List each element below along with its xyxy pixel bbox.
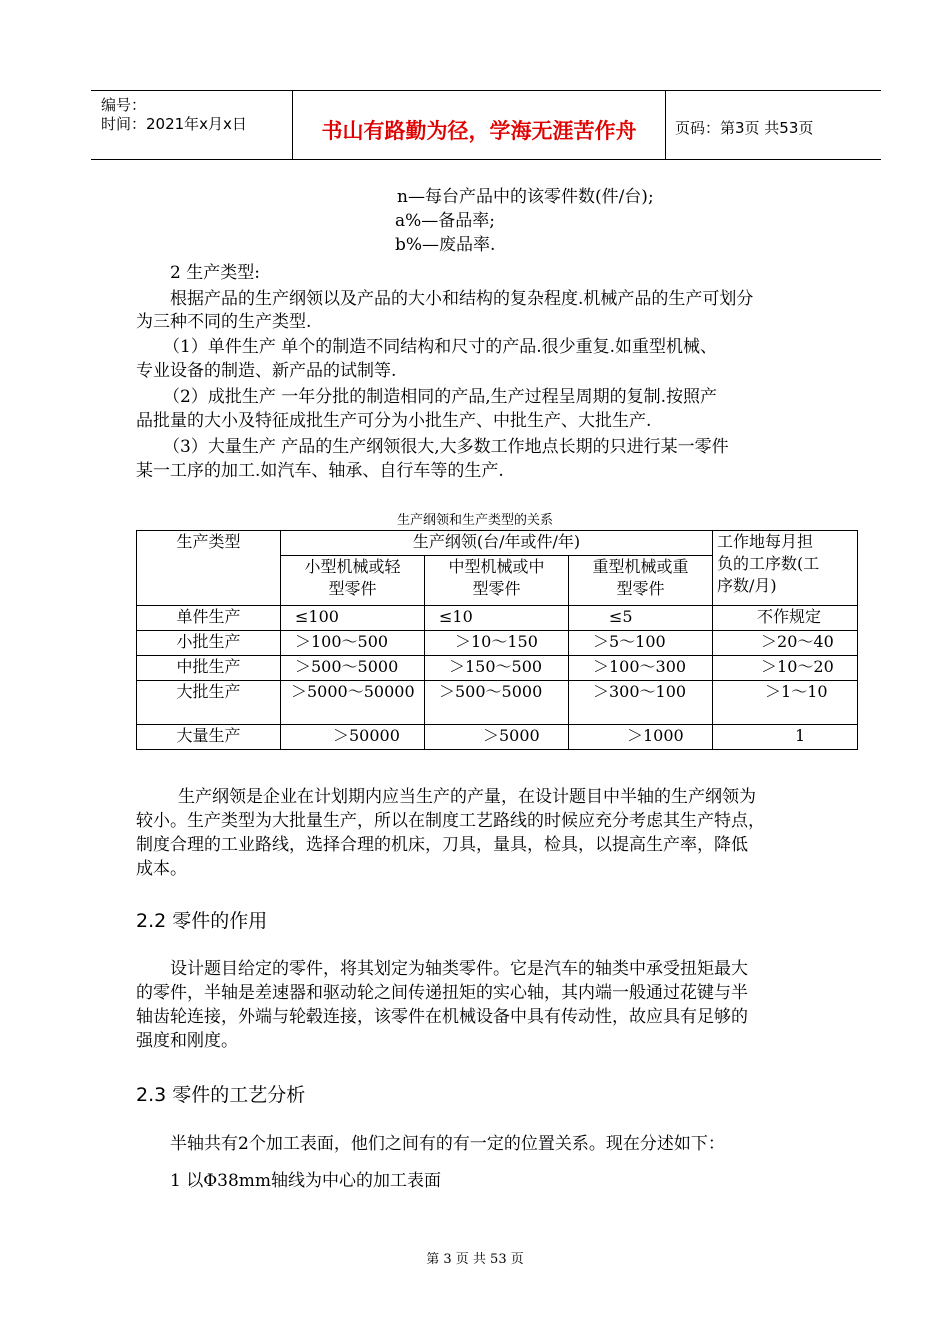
time-label: 时间：2021年x月x日 xyxy=(101,115,247,133)
cell-type: 单件生产 xyxy=(137,606,281,631)
body-line: 半轴共有2个加工表面，他们之间有的有一定的位置关系。现在分述如下： xyxy=(170,1134,725,1154)
body-line: 某一工序的加工.如汽车、轴承、自行车等的生产. xyxy=(136,461,504,481)
body-line: 为三种不同的生产类型. xyxy=(136,312,312,332)
body-line: 设计题目给定的零件，将其划定为轴类零件。它是汽车的轴类中承受扭矩最大 xyxy=(170,959,748,979)
cell-small: ＞5000～50000 xyxy=(281,681,425,725)
section-2-2-title: 2.2 零件的作用 xyxy=(136,910,268,932)
page-label: 页码：第3页 共53页 xyxy=(675,119,814,137)
table-row xyxy=(137,656,858,681)
col-header-type: 生产类型 xyxy=(137,531,281,606)
body-line: 成本。 xyxy=(136,859,187,879)
def-a: a%—备品率; xyxy=(395,211,496,231)
header-line: 小型机械或轻 xyxy=(304,557,401,576)
cell-heavy: ＞100～300 xyxy=(569,656,713,681)
cell-medium: ≤10 xyxy=(425,606,569,631)
cell-medium: ＞150～500 xyxy=(425,656,569,681)
header-line: 型零件 xyxy=(616,579,665,598)
table-caption: 生产纲领和生产类型的关系 xyxy=(396,513,553,528)
section-2-3-title: 2.3 零件的工艺分析 xyxy=(136,1084,306,1106)
header-line: 序数/月) xyxy=(717,576,777,595)
section-2-title: 2 生产类型: xyxy=(170,263,260,283)
number-label: 编号： xyxy=(101,96,147,114)
body-line: 制度合理的工业路线，选择合理的机床，刀具，量具，检具，以提高生产率，降低 xyxy=(136,835,748,855)
cell-type: 中批生产 xyxy=(137,656,281,681)
body-line: 生产纲领是企业在计划期内应当生产的产量，在设计题目中半轴的生产纲领为 xyxy=(178,787,756,807)
table-row xyxy=(137,725,858,750)
cell-ops: 不作规定 xyxy=(713,606,858,631)
body-line: 根据产品的生产纲领以及产品的大小和结构的复杂程度.机械产品的生产可划分 xyxy=(170,289,754,309)
cell-heavy: ＞300～100 xyxy=(569,681,713,725)
header-motto: 书山有路勤为径，学海无涯苦作舟 xyxy=(321,119,637,143)
table-row xyxy=(137,631,858,656)
cell-medium: ＞10～150 xyxy=(425,631,569,656)
cell-heavy: ＞1000 xyxy=(569,725,713,750)
header-line: 型零件 xyxy=(472,579,521,598)
header-line: 工作地每月担 xyxy=(717,532,814,551)
cell-ops: ＞10～20 xyxy=(713,656,858,681)
cell-type: 大批生产 xyxy=(137,681,281,725)
header-divider xyxy=(665,91,666,159)
body-line: （3）大量生产 产品的生产纲领很大,大多数工作地点长期的只进行某一零件 xyxy=(163,437,729,457)
def-b: b%—废品率. xyxy=(395,235,496,255)
header-line: 重型机械或重 xyxy=(592,557,689,576)
header-line: 型零件 xyxy=(328,579,377,598)
def-n: n—每台产品中的该零件数(件/台); xyxy=(397,187,654,207)
page-header xyxy=(91,90,881,160)
body-line: 1 以Φ38mm轴线为中心的加工表面 xyxy=(170,1171,442,1191)
body-line: 强度和刚度。 xyxy=(136,1031,238,1051)
body-line: 轴齿轮连接，外端与轮毂连接，该零件在机械设备中具有传动性，故应具有足够的 xyxy=(136,1007,748,1027)
body-line: 较小。生产类型为大批量生产，所以在制度工艺路线的时候应充分考虑其生产特点， xyxy=(136,811,765,831)
header-line: 负的工序数(工 xyxy=(717,554,820,573)
col-header-heavy xyxy=(569,556,713,606)
cell-small: ＞50000 xyxy=(281,725,425,750)
cell-ops: ＞1～10 xyxy=(713,681,858,725)
body-line: 的零件，半轴是差速器和驱动轮之间传递扭矩的实心轴，其内端一般通过花键与半 xyxy=(136,983,748,1003)
cell-ops: ＞20～40 xyxy=(713,631,858,656)
cell-heavy: ＞5～100 xyxy=(569,631,713,656)
cell-small: ≤100 xyxy=(281,606,425,631)
col-header-small xyxy=(281,556,425,606)
cell-small: ＞500～5000 xyxy=(281,656,425,681)
body-line: （2）成批生产 一年分批的制造相同的产品,生产过程呈周期的复制.按照产 xyxy=(163,387,718,407)
table-row xyxy=(137,606,858,631)
page-footer: 第 3 页 共 53 页 xyxy=(426,1252,524,1267)
header-line: 中型机械或中 xyxy=(448,557,545,576)
cell-medium: ＞500～5000 xyxy=(425,681,569,725)
col-header-ops xyxy=(713,531,858,606)
cell-type: 大量生产 xyxy=(137,725,281,750)
body-line: （1）单件生产 单个的制造不同结构和尺寸的产品.很少重复.如重型机械、 xyxy=(163,337,718,357)
table-row xyxy=(137,681,858,725)
col-header-group: 生产纲领(台/年或件/年) xyxy=(281,531,713,556)
cell-ops: 1 xyxy=(713,725,858,750)
cell-type: 小批生产 xyxy=(137,631,281,656)
cell-medium: ＞5000 xyxy=(425,725,569,750)
production-type-table xyxy=(136,530,858,750)
cell-heavy: ≤5 xyxy=(569,606,713,631)
cell-small: ＞100～500 xyxy=(281,631,425,656)
col-header-medium xyxy=(425,556,569,606)
body-line: 专业设备的制造、新产品的试制等. xyxy=(136,361,397,381)
body-line: 品批量的大小及特征成批生产可分为小批生产、中批生产、大批生产. xyxy=(136,411,652,431)
